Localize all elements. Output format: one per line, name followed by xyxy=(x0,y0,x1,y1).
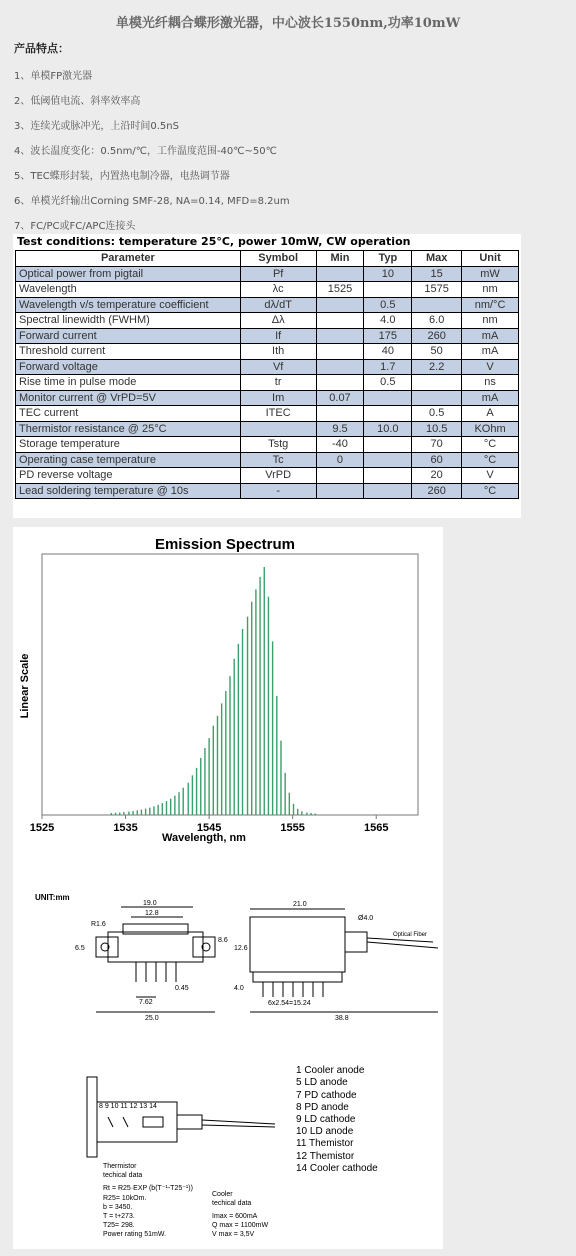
cell-typ xyxy=(364,452,412,468)
spec-table-caption: Test conditions: temperature 25°C, power 10mW, CW operation xyxy=(17,235,411,248)
spectrum-bars xyxy=(111,567,315,815)
thermistor-line-4: T = t+273. xyxy=(103,1213,135,1220)
x-axis-label: Wavelength, nm xyxy=(162,832,246,844)
cell-symbol xyxy=(240,421,316,437)
cooler-line-3: V max = 3,5V xyxy=(212,1231,255,1238)
table-row xyxy=(16,313,519,329)
cell-unit: nm xyxy=(462,282,519,298)
pin-8: 8 PD anode xyxy=(296,1102,349,1113)
cell-max: 20 xyxy=(412,468,462,484)
cell-symbol: Im xyxy=(240,390,316,406)
cell-typ xyxy=(364,437,412,453)
mechanical-drawing xyxy=(13,862,443,1249)
cell-parameter: Operating case temperature xyxy=(16,452,241,468)
cell-parameter: Optical power from pigtail xyxy=(16,266,241,282)
feature-item-5: 5、TEC蝶形封装，内置热电制冷器，电热调节器 xyxy=(14,171,230,182)
cell-unit: °C xyxy=(462,452,519,468)
cell-parameter: Wavelength xyxy=(16,282,241,298)
cell-symbol: If xyxy=(240,328,316,344)
table-row xyxy=(16,297,519,313)
cell-symbol: Vf xyxy=(240,359,316,375)
cell-unit: mA xyxy=(462,328,519,344)
pin-7: 7 PD cathode xyxy=(296,1090,357,1101)
spec-table-panel xyxy=(13,234,521,518)
cell-max: 260 xyxy=(412,328,462,344)
feature-item-3: 3、连续光或脉冲光，上沿时间0.5nS xyxy=(14,121,179,132)
emission-spectrum-chart xyxy=(13,527,443,862)
table-row xyxy=(16,421,519,437)
cell-typ: 10.0 xyxy=(364,421,412,437)
cell-unit: mA xyxy=(462,390,519,406)
cell-parameter: Wavelength v/s temperature coefficient xyxy=(16,297,241,313)
optical-fiber-label: Optical Fiber xyxy=(393,932,428,938)
cell-max: 260 xyxy=(412,483,462,499)
cell-max: 50 xyxy=(412,344,462,360)
table-row xyxy=(16,266,519,282)
cell-min xyxy=(316,344,364,360)
cell-parameter: Threshold current xyxy=(16,344,241,360)
cell-typ xyxy=(364,468,412,484)
dim-phi4: Ø4.0 xyxy=(358,915,374,922)
cell-symbol: tr xyxy=(240,375,316,391)
features-heading: 产品特点： xyxy=(14,42,69,55)
cell-max: 0.5 xyxy=(412,406,462,422)
cell-max: 15 xyxy=(412,266,462,282)
cell-parameter: Rise time in pulse mode xyxy=(16,375,241,391)
pin-11: 11 Themistor xyxy=(296,1138,354,1149)
page-title: 单模光纤耦合蝶形激光器，中心波长1550nm,功率10mW xyxy=(115,16,461,31)
cell-min: 1525 xyxy=(316,282,364,298)
unit-label: UNIT:mm xyxy=(35,893,70,902)
cell-unit: nm xyxy=(462,313,519,329)
cell-typ xyxy=(364,390,412,406)
cell-min: -40 xyxy=(316,437,364,453)
cell-min xyxy=(316,483,364,499)
cell-unit: °C xyxy=(462,483,519,499)
thermistor-sub: techical data xyxy=(103,1172,143,1179)
cell-symbol: Tstg xyxy=(240,437,316,453)
y-axis-label: Linear Scale xyxy=(19,653,31,719)
table-row xyxy=(16,282,519,298)
cell-min: 0.07 xyxy=(316,390,364,406)
table-row xyxy=(16,406,519,422)
feature-item-7: 7、FC/PC或FC/APC连接头 xyxy=(14,221,136,232)
thermistor-line-5: T25= 298. xyxy=(103,1222,135,1229)
dim-8-6: 8.6 xyxy=(218,937,228,944)
spec-header-row xyxy=(16,251,519,267)
cell-parameter: PD reverse voltage xyxy=(16,468,241,484)
dim-r1-6: R1.6 xyxy=(91,921,106,928)
cell-unit: A xyxy=(462,406,519,422)
cell-min xyxy=(316,328,364,344)
cell-symbol: ITEC xyxy=(240,406,316,422)
cell-parameter: Lead soldering temperature @ 10s xyxy=(16,483,241,499)
cell-symbol: - xyxy=(240,483,316,499)
header-symbol: Symbol xyxy=(240,251,316,267)
pin-10: 10 LD anode xyxy=(296,1126,354,1137)
cell-min xyxy=(316,297,364,313)
cell-parameter: Forward current xyxy=(16,328,241,344)
pin-5: 5 LD anode xyxy=(296,1077,348,1088)
cell-min xyxy=(316,359,364,375)
table-row xyxy=(16,390,519,406)
x-tick-label: 1535 xyxy=(113,822,138,834)
x-tick-label: 1525 xyxy=(29,822,55,834)
cell-unit: mW xyxy=(462,266,519,282)
table-row xyxy=(16,452,519,468)
feature-item-2: 2、低阈值电流、斜率效率高 xyxy=(14,96,141,107)
table-row xyxy=(16,437,519,453)
cell-unit: nm/°C xyxy=(462,297,519,313)
thermistor-line-6: Power rating 51mW. xyxy=(103,1231,167,1238)
table-row xyxy=(16,483,519,499)
dim-6-5: 6.5 xyxy=(75,945,85,952)
dim-38-8: 38.8 xyxy=(335,1015,349,1022)
cell-unit: V xyxy=(462,468,519,484)
header-typ: Typ xyxy=(364,251,412,267)
cell-parameter: Spectral linewidth (FWHM) xyxy=(16,313,241,329)
dim-19: 19.0 xyxy=(143,900,157,907)
cell-parameter: TEC current xyxy=(16,406,241,422)
cell-min: 9.5 xyxy=(316,421,364,437)
dim-0-45: 0.45 xyxy=(175,985,189,992)
dim-4: 4.0 xyxy=(234,985,244,992)
cell-max: 1575 xyxy=(412,282,462,298)
dim-15-24: 6x2.54=15.24 xyxy=(268,1000,311,1007)
cell-typ: 175 xyxy=(364,328,412,344)
cell-max: 2.2 xyxy=(412,359,462,375)
cell-symbol: dλ/dT xyxy=(240,297,316,313)
cell-typ: 1.7 xyxy=(364,359,412,375)
cell-unit: °C xyxy=(462,437,519,453)
thermistor-line-1: Rt = R25·EXP (b(T⁻¹-T25⁻¹)) xyxy=(103,1185,193,1192)
cooler-title: Cooler xyxy=(212,1191,233,1198)
cell-min xyxy=(316,406,364,422)
feature-item-4: 4、波长温度变化：0.5nm/℃，工作温度范围-40℃~50℃ xyxy=(14,146,277,157)
package-top-view xyxy=(96,907,215,1012)
dim-21: 21.0 xyxy=(293,901,307,908)
cell-max: 70 xyxy=(412,437,462,453)
table-row xyxy=(16,375,519,391)
x-tick-label: 1555 xyxy=(280,822,305,834)
x-tick-label: 1565 xyxy=(363,822,389,834)
cell-symbol: Tc xyxy=(240,452,316,468)
cell-max xyxy=(412,390,462,406)
cooler-line-1: Imax = 600mA xyxy=(212,1213,258,1220)
cell-symbol: λc xyxy=(240,282,316,298)
cell-typ xyxy=(364,406,412,422)
emission-spectrum-panel xyxy=(13,527,443,862)
header-min: Min xyxy=(316,251,364,267)
dim-25: 25.0 xyxy=(145,1015,159,1022)
cell-symbol: Δλ xyxy=(240,313,316,329)
table-row xyxy=(16,344,519,360)
cell-parameter: Monitor current @ VrPD=5V xyxy=(16,390,241,406)
cell-max: 60 xyxy=(412,452,462,468)
pin-14: 14 Cooler cathode xyxy=(296,1163,378,1174)
cell-typ: 4.0 xyxy=(364,313,412,329)
chart-title: Emission Spectrum xyxy=(154,536,296,553)
cell-parameter: Forward voltage xyxy=(16,359,241,375)
cell-max: 6.0 xyxy=(412,313,462,329)
cell-unit: ns xyxy=(462,375,519,391)
cell-min xyxy=(316,313,364,329)
spec-table xyxy=(15,250,519,499)
cell-unit: KOhm xyxy=(462,421,519,437)
cell-min xyxy=(316,375,364,391)
cell-typ: 0.5 xyxy=(364,297,412,313)
thermistor-line-2: R25= 10kOm. xyxy=(103,1195,147,1202)
dim-12-8: 12.8 xyxy=(145,910,159,917)
drawings-panel xyxy=(13,862,443,1249)
thermistor-title: Thermistor xyxy=(103,1163,137,1170)
cell-symbol: Ith xyxy=(240,344,316,360)
cooler-sub: techical data xyxy=(212,1200,252,1207)
thermistor-line-3: b = 3450. xyxy=(103,1204,133,1211)
cell-min xyxy=(316,266,364,282)
pin-numbers: 8 9 10 11 12 13 14 xyxy=(99,1103,157,1110)
x-tick-label: 1545 xyxy=(196,822,222,834)
pinout-schematic xyxy=(87,1077,275,1157)
cell-min xyxy=(316,468,364,484)
header-max: Max xyxy=(412,251,462,267)
pin-1: 1 Cooler anode xyxy=(296,1065,365,1076)
pin-9: 9 LD cathode xyxy=(296,1114,356,1125)
package-side-view xyxy=(250,909,438,1012)
dim-12-6: 12.6 xyxy=(234,945,248,952)
cell-symbol: VrPD xyxy=(240,468,316,484)
cell-unit: V xyxy=(462,359,519,375)
cell-typ: 10 xyxy=(364,266,412,282)
cell-unit: mA xyxy=(462,344,519,360)
cell-parameter: Storage temperature xyxy=(16,437,241,453)
cell-typ: 40 xyxy=(364,344,412,360)
cell-parameter: Thermistor resistance @ 25°C xyxy=(16,421,241,437)
header-parameter: Parameter xyxy=(16,251,241,267)
feature-item-6: 6、单模光纤输出Corning SMF-28, NA=0.14, MFD=8.2um xyxy=(14,196,290,207)
cell-typ xyxy=(364,483,412,499)
table-row xyxy=(16,359,519,375)
table-row xyxy=(16,468,519,484)
pin-12: 12 Themistor xyxy=(296,1151,355,1162)
cell-typ xyxy=(364,282,412,298)
table-row xyxy=(16,328,519,344)
cell-max xyxy=(412,375,462,391)
dim-7-62: 7.62 xyxy=(139,999,153,1006)
cell-min: 0 xyxy=(316,452,364,468)
cell-typ: 0.5 xyxy=(364,375,412,391)
cell-max: 10.5 xyxy=(412,421,462,437)
feature-item-1: 1、单模FP激光器 xyxy=(14,71,93,82)
cell-max xyxy=(412,297,462,313)
cooler-line-2: Q max = 1100mW xyxy=(212,1222,269,1229)
cell-symbol: Pf xyxy=(240,266,316,282)
header-unit: Unit xyxy=(462,251,519,267)
